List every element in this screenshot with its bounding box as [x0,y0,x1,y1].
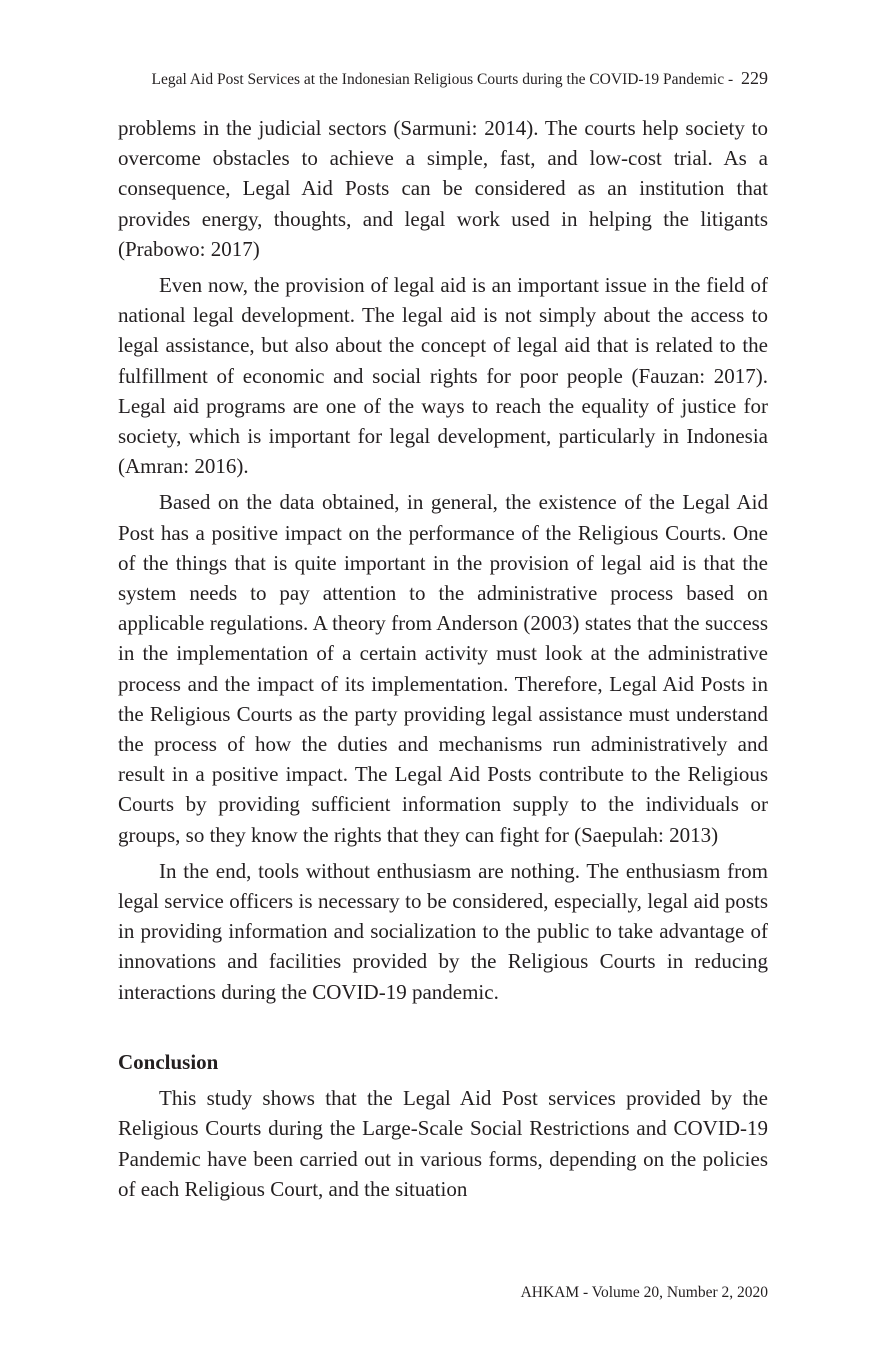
page-number: 229 [741,68,768,88]
paragraph-4: In the end, tools without enthusiasm are nothing. The enthusiasm from legal service officers is necessary to be considered, especially, legal aid posts in providing information and socialization to the public to take advantage of innovations and facilities provided by the Religious Courts in reducing interactions during the COVID-19 pandemic. [118,858,768,1004]
running-title: Legal Aid Post Services at the Indonesian Religious Courts during the COVID-19 Pandemic - [151,71,734,88]
journal-footer: AHKAM - Volume 20, Number 2, 2020 [520,1284,768,1301]
conclusion-paragraph: This study shows that the Legal Aid Post services provided by the Religious Courts during the Large-Scale Social Restrictions and COVID-19 Pandemic have been carried out in various forms, depending on the policies of each Religious Court, and the situation [118,1086,768,1201]
paragraph-3: Based on the data obtained, in general, the existence of the Legal Aid Post has a positive impact on the performance of the Religious Courts. One of the things that is quite important in the provision of legal aid is that the system needs to pay attention to the administrative process based on applicable regulations. A theory from Anderson (2003) states that the success in the implementation of a certain activity must look at the administrative process and the impact of its implementation. Therefore, Legal Aid Posts in the Religious Courts as the party providing legal assistance must understand the process of how the duties and mechanisms run administratively and result in a positive impact. The Legal Aid Posts contribute to the Religious Courts by providing sufficient information supply to the individuals or groups, so they know the rights that they can fight for (Saepulah: 2013) [118,490,768,847]
paragraph-2: Even now, the provision of legal aid is an important issue in the field of national legal development. The legal aid is not simply about the access to legal assistance, but also about the concept of legal aid that is related to the fulfillment of economic and social rights for poor people (Fauzan: 2017). Legal aid programs are one of the ways to reach the equality of justice for society, which is important for legal development, particularly in Indonesia (Amran: 2016). [118,273,768,479]
section-heading-conclusion: Conclusion [118,1049,219,1074]
running-header [118,68,768,89]
paragraph-1: problems in the judicial sectors (Sarmuni: 2014). The courts help society to overcome obstacles to achieve a simple, fast, and low-cost trial. As a consequence, Legal Aid Posts can be considered as an institution that provides energy, thoughts, and legal work used in helping the litigants (Prabowo: 2017) [118,116,768,261]
page-body [118,113,768,1204]
